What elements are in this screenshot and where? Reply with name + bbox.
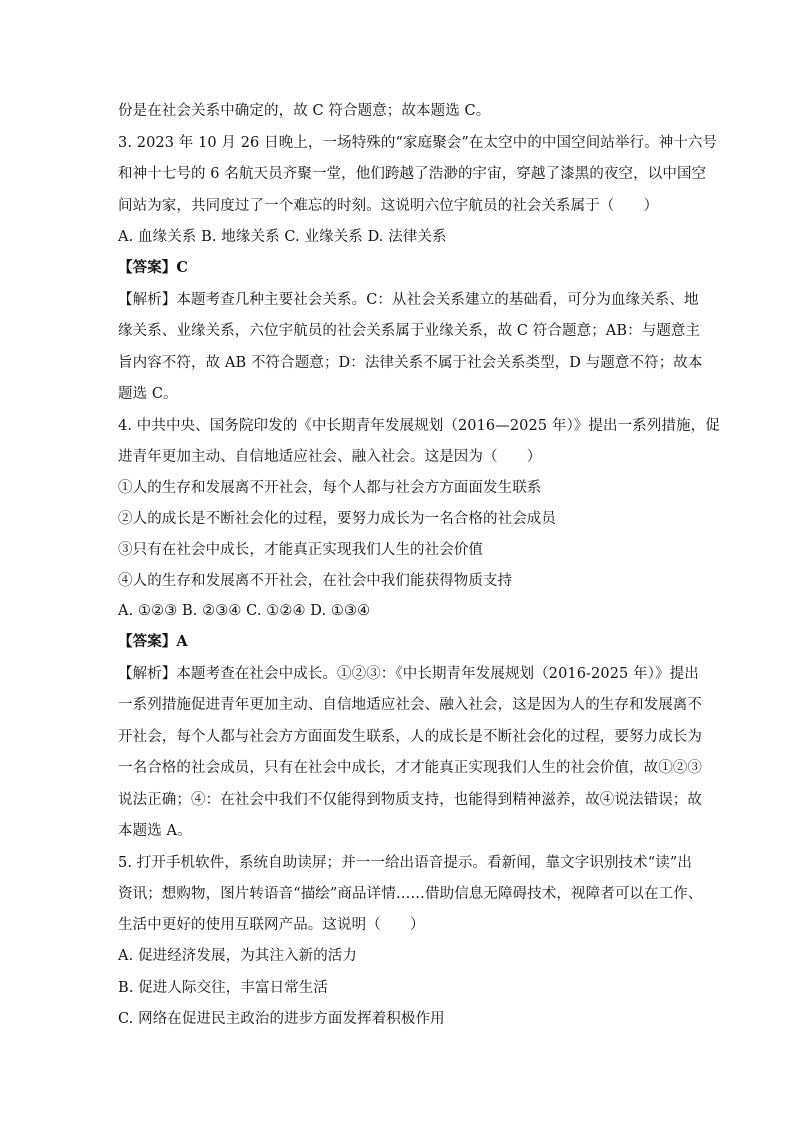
- answer-label: 【答案】A: [118, 633, 188, 650]
- text-line: 份是在社会关系中确定的，故 C 符合题意；故本题选 C。: [118, 103, 491, 119]
- option-c: C. 网络在促进民主政治的进步方面发挥着积极作用: [118, 1011, 445, 1027]
- text-line: 一名合格的社会成员，只有在社会中成长，才才能真正实现我们人生的社会价值，故①②③: [118, 760, 702, 776]
- statement-1: ①人的生存和发展离不开社会，每个人都与社会方方面面发生联系: [118, 480, 542, 496]
- question-4-stem: 4. 中共中央、国务院印发的《中长期青年发展规划（2016—2025 年）》提出一系列措施，促: [118, 418, 720, 434]
- statement-3: ③只有在社会中成长，才能真正实现我们人生的社会价值: [118, 542, 483, 558]
- text-line: 一系列措施促进青年更加主动、自信地适应社会、融入社会，这是因为人的生存和发展离不: [118, 697, 702, 713]
- analysis-text: 【解析】本题考查在社会中成长。①②③：《中长期青年发展规划（2016-2025 年）》提出: [118, 666, 699, 682]
- option-b: B. 促进人际交往，丰富日常生活: [118, 980, 328, 996]
- answer-label: 【答案】C: [118, 259, 189, 276]
- text-line: 开社会，每个人都与社会方方面面发生联系，人的成长是不断社会化的过程，要努力成长为: [118, 729, 702, 745]
- question-5-stem: 5. 打开手机软件，系统自助读屏；并一一给出语音提示。看新闻，靠文字识别技术“读”出: [118, 855, 692, 871]
- statement-2: ②人的成长是不断社会化的过程，要努力成长为一名合格的社会成员: [118, 511, 556, 527]
- question-3-options: A. 血缘关系 B. 地缘关系 C. 业缘关系 D. 法律关系: [118, 229, 447, 245]
- option-a: A. 促进经济发展，为其注入新的活力: [118, 948, 357, 964]
- question-4-options: A. ①②③ B. ②③④ C. ①②④ D. ①③④: [118, 603, 371, 619]
- text-line: 本题选 A。: [118, 823, 192, 839]
- text-line: 进青年更加主动、自信地适应社会、融入社会。这是因为（ ）: [118, 449, 542, 465]
- text-line: 资讯；想购物，图片转语音“描绘”商品详情……借助信息无障碍技术，视障者可以在工作、: [118, 886, 703, 902]
- analysis-text: 【解析】本题考查几种主要社会关系。C：从社会关系建立的基础看，可分为血缘关系、地: [118, 292, 699, 308]
- text-line: 和神十七号的 6 名航天员齐聚一堂，他们跨越了浩渺的宇宙，穿越了漆黑的夜空，以中国空: [118, 166, 707, 182]
- statement-4: ④人的生存和发展离不开社会，在社会中我们能获得物质支持: [118, 573, 513, 589]
- text-line: 旨内容不符，故 AB 不符合题意；D：法律关系不属于社会关系类型，D 与题意不符；故本: [118, 355, 703, 371]
- text-line: 题选 C。: [118, 386, 178, 402]
- text-line: 缘关系、业缘关系，六位宇航员的社会关系属于业缘关系，故 C 符合题意；AB：与题意主: [118, 323, 701, 339]
- text-line: 生活中更好的使用互联网产品。这说明（ ）: [118, 917, 425, 933]
- text-line: 说法正确；④：在社会中我们不仅能得到物质支持，也能得到精神滋养，故④说法错误；故: [118, 792, 702, 808]
- text-line: 间站为家，共同度过了一个难忘的时刻。这说明六位宇航员的社会关系属于（ ）: [118, 198, 659, 214]
- question-3-stem: 3. 2023 年 10 月 26 日晚上，一场特殊的“家庭聚会”在太空中的中国空间站举行。神十六号: [118, 135, 718, 151]
